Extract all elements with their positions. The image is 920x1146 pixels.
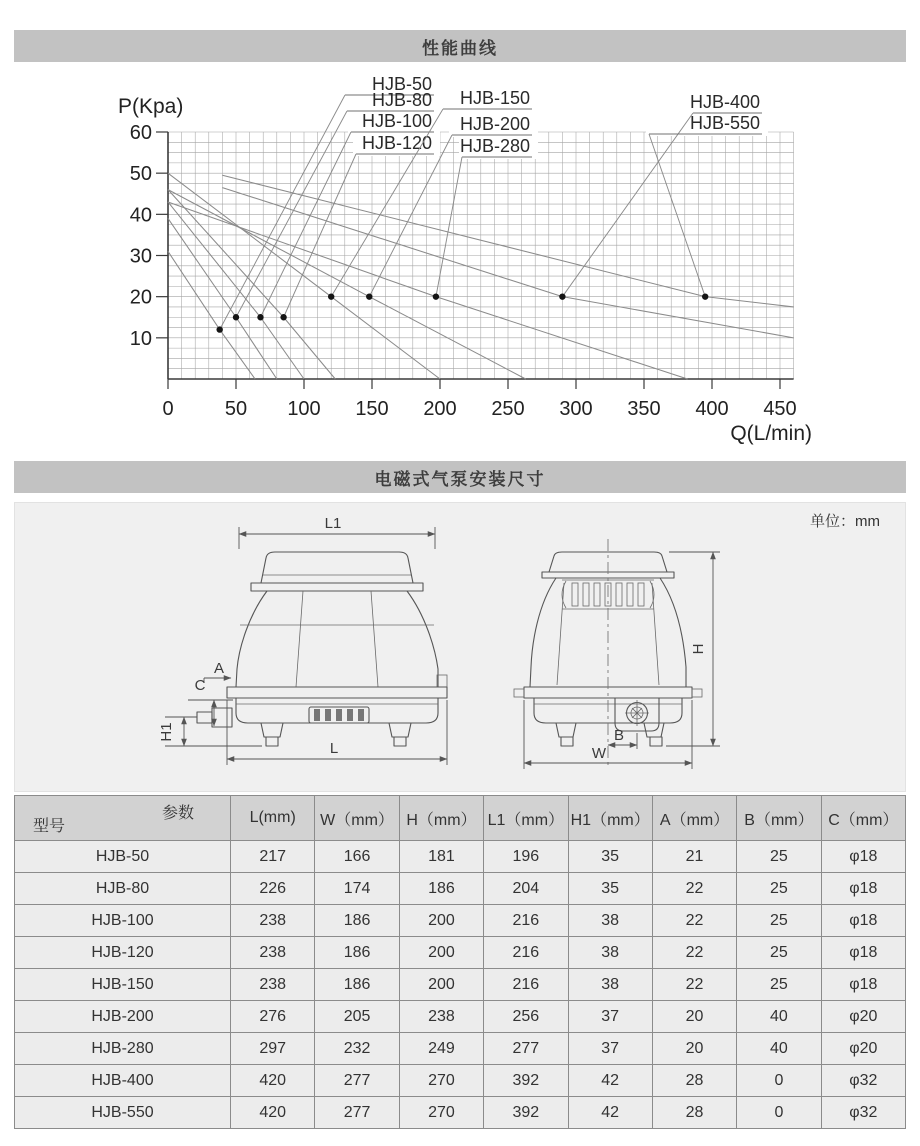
series-label-HJB-550: HJB-550 xyxy=(689,113,760,133)
dim-label-H1: H1 xyxy=(158,722,175,742)
dimensions-table xyxy=(14,795,906,1129)
operating-point-HJB-200 xyxy=(366,293,372,299)
series-label-HJB-150: HJB-150 xyxy=(459,88,530,108)
side-lid-flange xyxy=(251,583,423,591)
operating-point-HJB-550 xyxy=(702,293,708,299)
x-tick-label: 300 xyxy=(559,398,593,420)
dim-label-L: L xyxy=(329,740,339,757)
table-header-row xyxy=(15,796,906,841)
value-cell: 196 xyxy=(484,841,568,873)
side-outlet-pipe xyxy=(212,708,232,727)
value-cell: 200 xyxy=(399,969,483,1001)
value-cell: 174 xyxy=(315,873,399,905)
model-cell: HJB-50 xyxy=(15,841,231,873)
column-header: B（mm） xyxy=(737,796,821,841)
x-tick-label: 150 xyxy=(355,398,389,420)
side-foot-left xyxy=(261,723,283,737)
model-cell: HJB-150 xyxy=(15,969,231,1001)
column-header: A（mm） xyxy=(652,796,736,841)
x-axis-title: Q(L/min) xyxy=(730,422,812,445)
value-cell: 238 xyxy=(231,905,315,937)
value-cell: 38 xyxy=(568,905,652,937)
curve-HJB-200 xyxy=(168,190,526,379)
value-cell: 238 xyxy=(231,969,315,1001)
performance-chart xyxy=(0,75,920,455)
y-tick-label: 60 xyxy=(129,121,152,144)
table-corner-cell xyxy=(15,796,231,841)
table-row xyxy=(15,1033,906,1065)
value-cell: 35 xyxy=(568,873,652,905)
value-cell: 216 xyxy=(484,969,568,1001)
value-cell: φ18 xyxy=(821,873,905,905)
value-cell: 28 xyxy=(652,1097,736,1129)
column-header: W（mm） xyxy=(315,796,399,841)
front-tab-right xyxy=(692,689,702,697)
value-cell: 297 xyxy=(231,1033,315,1065)
value-cell: 25 xyxy=(737,937,821,969)
series-leader-line xyxy=(369,135,452,297)
curve-HJB-120 xyxy=(168,190,335,379)
model-cell: HJB-120 xyxy=(15,937,231,969)
value-cell: 21 xyxy=(652,841,736,873)
series-leader-line xyxy=(220,95,345,330)
series-label-HJB-50: HJB-50 xyxy=(371,75,432,94)
model-cell: HJB-400 xyxy=(15,1065,231,1097)
value-cell: 277 xyxy=(484,1033,568,1065)
y-tick-label: 30 xyxy=(129,245,152,268)
side-foot-right xyxy=(389,723,411,737)
value-cell: 276 xyxy=(231,1001,315,1033)
value-cell: 277 xyxy=(315,1097,399,1129)
series-leader-line xyxy=(284,154,356,317)
operating-point-HJB-280 xyxy=(433,293,439,299)
table-row xyxy=(15,841,906,873)
column-header: H（mm） xyxy=(399,796,483,841)
value-cell: 277 xyxy=(315,1065,399,1097)
y-tick-label: 40 xyxy=(129,204,152,227)
operating-point-HJB-80 xyxy=(233,314,239,320)
value-cell: 181 xyxy=(399,841,483,873)
side-foot-left-pad xyxy=(266,737,278,746)
table-row xyxy=(15,905,906,937)
dim-label-H: H xyxy=(690,643,707,655)
value-cell: 22 xyxy=(652,937,736,969)
x-tick-label: 100 xyxy=(287,398,321,420)
y-axis-title: P(Kpa) xyxy=(118,95,184,118)
front-tab-left xyxy=(514,689,524,697)
dim-label-C: C xyxy=(194,677,206,694)
table-row xyxy=(15,873,906,905)
value-cell: 232 xyxy=(315,1033,399,1065)
value-cell: 186 xyxy=(315,937,399,969)
section-title-dimensions: 电磁式气泵安装尺寸 xyxy=(374,469,546,489)
value-cell: φ18 xyxy=(821,905,905,937)
value-cell: 22 xyxy=(652,873,736,905)
value-cell: 204 xyxy=(484,873,568,905)
model-cell: HJB-80 xyxy=(15,873,231,905)
value-cell: 392 xyxy=(484,1065,568,1097)
x-tick-label: 400 xyxy=(695,398,729,420)
value-cell: 200 xyxy=(399,905,483,937)
series-label-HJB-120: HJB-120 xyxy=(361,133,432,153)
dim-label-A: A xyxy=(213,660,225,677)
value-cell: 186 xyxy=(315,905,399,937)
front-foot-right xyxy=(644,723,664,737)
value-cell: 0 xyxy=(737,1097,821,1129)
y-tick-label: 20 xyxy=(129,286,152,309)
side-foot-right-pad xyxy=(394,737,406,746)
value-cell: φ18 xyxy=(821,937,905,969)
front-foot-left xyxy=(556,723,576,737)
x-tick-label: 450 xyxy=(763,398,797,420)
value-cell: 238 xyxy=(231,937,315,969)
value-cell: 217 xyxy=(231,841,315,873)
series-label-HJB-200: HJB-200 xyxy=(459,114,530,134)
value-cell: 38 xyxy=(568,937,652,969)
model-cell: HJB-200 xyxy=(15,1001,231,1033)
section-header-dimensions xyxy=(14,461,906,493)
x-tick-label: 200 xyxy=(423,398,457,420)
side-base-flange xyxy=(227,687,447,698)
table-row xyxy=(15,937,906,969)
chart-grid xyxy=(168,132,794,379)
side-lid xyxy=(261,552,413,583)
value-cell: 20 xyxy=(652,1033,736,1065)
section-title-performance: 性能曲线 xyxy=(422,38,498,58)
operating-point-HJB-50 xyxy=(216,326,222,332)
operating-point-HJB-120 xyxy=(280,314,286,320)
corner-label-model: 型号 xyxy=(33,818,66,835)
value-cell: 35 xyxy=(568,841,652,873)
value-cell: φ32 xyxy=(821,1097,905,1129)
value-cell: 186 xyxy=(399,873,483,905)
x-tick-label: 50 xyxy=(224,398,248,420)
x-tick-label: 0 xyxy=(162,398,174,420)
curve-HJB-280 xyxy=(168,202,688,379)
value-cell: 22 xyxy=(652,905,736,937)
value-cell: 37 xyxy=(568,1033,652,1065)
series-label-HJB-280: HJB-280 xyxy=(459,136,530,156)
corner-label-param: 参数 xyxy=(161,805,194,822)
value-cell: 25 xyxy=(737,969,821,1001)
value-cell: 420 xyxy=(231,1097,315,1129)
value-cell: φ20 xyxy=(821,1033,905,1065)
value-cell: 40 xyxy=(737,1033,821,1065)
front-foot-right-pad xyxy=(650,737,662,746)
section-header-performance xyxy=(14,30,906,62)
table-row xyxy=(15,1097,906,1129)
value-cell: 238 xyxy=(399,1001,483,1033)
value-cell: φ18 xyxy=(821,841,905,873)
value-cell: 42 xyxy=(568,1065,652,1097)
column-header: C（mm） xyxy=(821,796,905,841)
value-cell: 270 xyxy=(399,1065,483,1097)
series-label-HJB-100: HJB-100 xyxy=(361,111,432,131)
value-cell: 20 xyxy=(652,1001,736,1033)
table-row xyxy=(15,1001,906,1033)
dim-label-L1: L1 xyxy=(324,515,342,532)
side-body-seams xyxy=(240,591,434,687)
value-cell: 186 xyxy=(315,969,399,1001)
model-cell: HJB-100 xyxy=(15,905,231,937)
table-row xyxy=(15,969,906,1001)
value-cell: 37 xyxy=(568,1001,652,1033)
value-cell: 25 xyxy=(737,905,821,937)
value-cell: 28 xyxy=(652,1065,736,1097)
model-cell: HJB-280 xyxy=(15,1033,231,1065)
curve-HJB-50 xyxy=(168,251,255,379)
value-cell: 25 xyxy=(737,841,821,873)
side-body xyxy=(236,591,438,687)
operating-point-HJB-100 xyxy=(257,314,263,320)
unit-label: 单位：mm xyxy=(810,513,880,530)
value-cell: φ32 xyxy=(821,1065,905,1097)
column-header: L1（mm） xyxy=(484,796,568,841)
value-cell: 22 xyxy=(652,969,736,1001)
operating-point-HJB-150 xyxy=(328,293,334,299)
dim-label-B: B xyxy=(613,727,625,744)
x-tick-label: 250 xyxy=(491,398,525,420)
value-cell: 270 xyxy=(399,1097,483,1129)
pump-front-view xyxy=(514,539,720,769)
value-cell: 166 xyxy=(315,841,399,873)
y-tick-label: 50 xyxy=(129,163,152,186)
value-cell: φ18 xyxy=(821,969,905,1001)
table-row xyxy=(15,1065,906,1097)
value-cell: 249 xyxy=(399,1033,483,1065)
side-outlet-stub xyxy=(197,712,212,723)
value-cell: 25 xyxy=(737,873,821,905)
column-header: L(mm) xyxy=(231,796,315,841)
value-cell: 392 xyxy=(484,1097,568,1129)
value-cell: 38 xyxy=(568,969,652,1001)
value-cell: 200 xyxy=(399,937,483,969)
value-cell: 216 xyxy=(484,905,568,937)
value-cell: 42 xyxy=(568,1097,652,1129)
side-vent-slats xyxy=(314,709,364,721)
operating-point-HJB-400 xyxy=(559,293,565,299)
value-cell: 226 xyxy=(231,873,315,905)
x-tick-label: 350 xyxy=(627,398,661,420)
model-cell: HJB-550 xyxy=(15,1097,231,1129)
value-cell: 420 xyxy=(231,1065,315,1097)
value-cell: φ20 xyxy=(821,1001,905,1033)
value-cell: 40 xyxy=(737,1001,821,1033)
value-cell: 205 xyxy=(315,1001,399,1033)
series-label-HJB-80: HJB-80 xyxy=(371,90,432,110)
column-header: H1（mm） xyxy=(568,796,652,841)
front-foot-left-pad xyxy=(561,737,573,746)
value-cell: 256 xyxy=(484,1001,568,1033)
series-label-HJB-400: HJB-400 xyxy=(689,92,760,112)
value-cell: 216 xyxy=(484,937,568,969)
pump-side-view xyxy=(158,515,447,765)
y-tick-label: 10 xyxy=(129,327,152,350)
dim-label-W: W xyxy=(591,745,607,762)
installation-drawing xyxy=(0,497,920,795)
value-cell: 0 xyxy=(737,1065,821,1097)
